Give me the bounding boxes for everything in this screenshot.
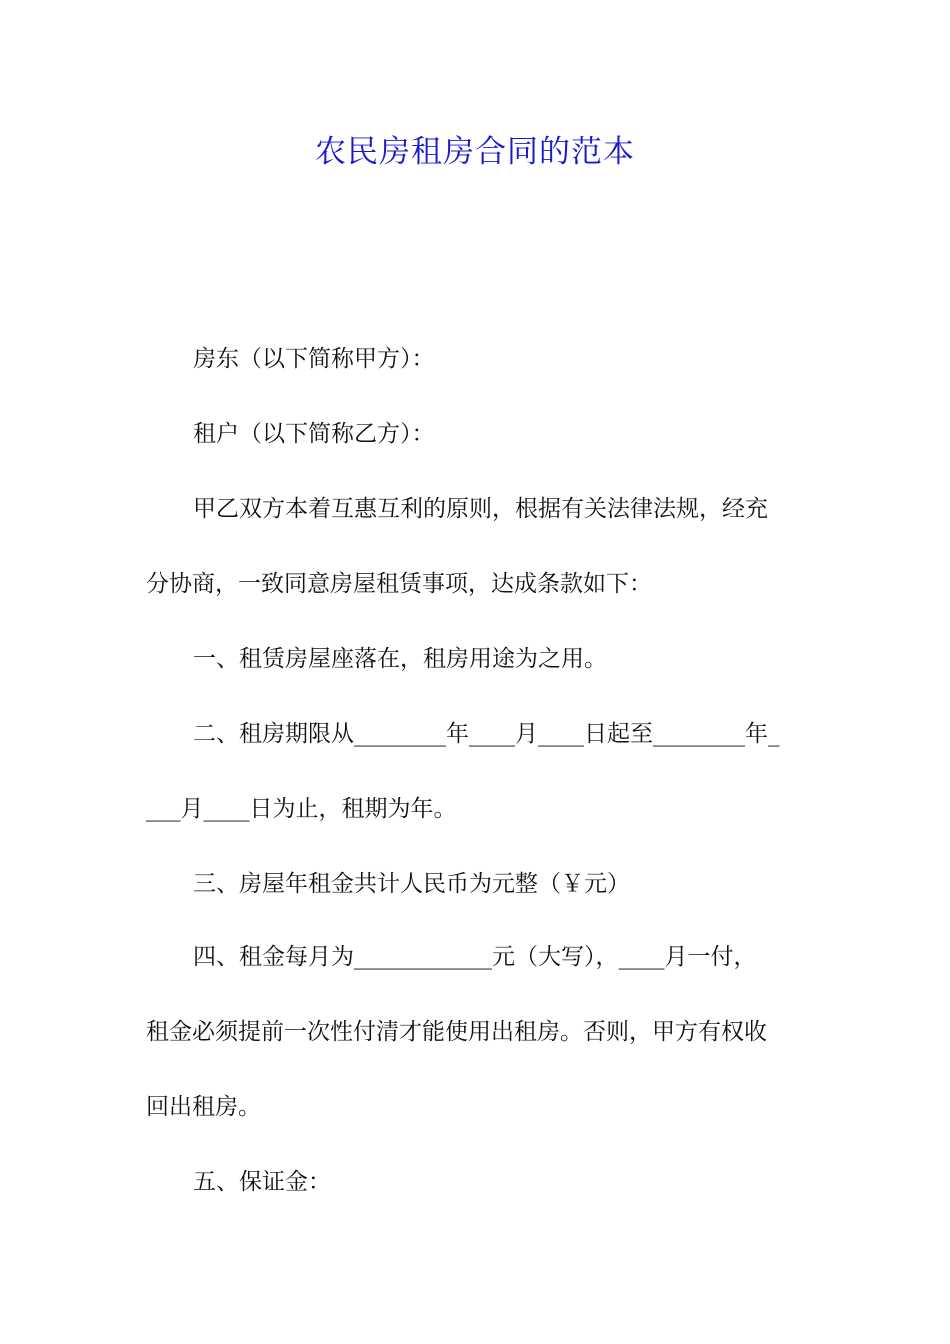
clause-2-line-1: 二、租房期限从________年____月____日起至________年_: [193, 721, 780, 747]
clause-5-line: 五、保证金：: [193, 1169, 331, 1195]
clause-2-line-2: ___月____日为止，租期为年。: [146, 796, 457, 822]
landlord-line: 房东（以下简称甲方）：: [193, 346, 435, 372]
clause-4-line-1: 四、租金每月为____________元（大写），____月一付，: [193, 944, 757, 970]
clause-4-line-2: 租金必须提前一次性付清才能使用出租房。否则，甲方有权收: [146, 1019, 767, 1045]
clause-1-line: 一、租赁房屋座落在，租房用途为之用。: [193, 646, 607, 672]
clause-3-line: 三、房屋年租金共计人民币为元整（￥元）: [193, 871, 630, 897]
clause-4-line-3: 回出租房。: [146, 1094, 261, 1120]
preamble-line-2: 分协商，一致同意房屋租赁事项，达成条款如下：: [146, 571, 652, 597]
document-title: 农民房租房合同的范本: [315, 134, 635, 170]
preamble-line-1: 甲乙双方本着互惠互利的原则，根据有关法律法规，经充: [193, 496, 768, 522]
tenant-line: 租户（以下简称乙方）：: [193, 421, 435, 447]
